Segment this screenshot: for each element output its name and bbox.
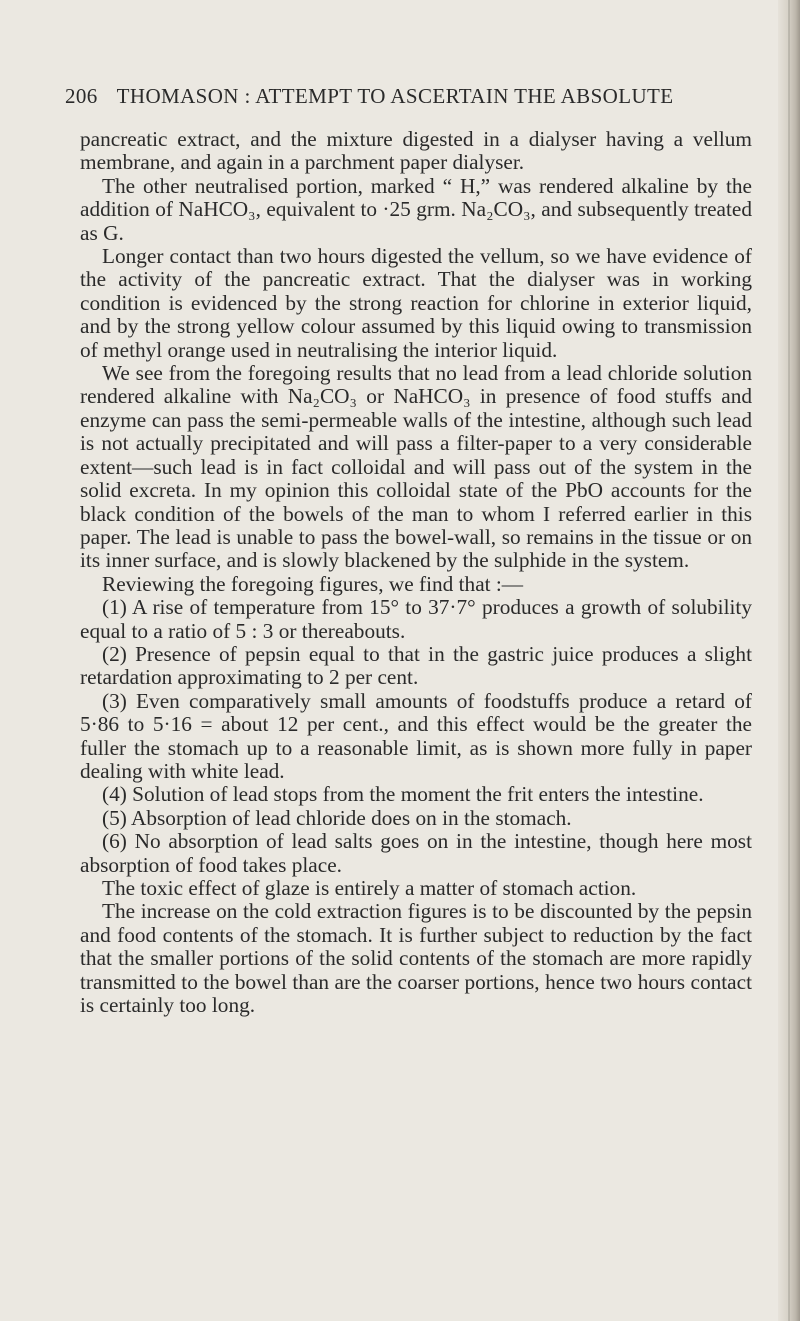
- paragraph: The toxic effect of glaze is entirely a matter of stomach action.: [102, 876, 637, 900]
- body-text: [80, 128, 752, 1017]
- page-number: 206: [65, 84, 98, 108]
- list-item: (4) Solution of lead stops from the moment the frit enters the intestine.: [102, 782, 704, 807]
- paragraph: Longer contact than two hours digested the vellum, so we have evidence of the activity of the pancreatic extract. That the dialyser was in working condition is evidenced by the strong reaction for chlorine in exterior liquid, and by the strong yellow colour assumed by this liquid owing to transmission of methyl orange used in neutralising the interior liquid.: [80, 244, 752, 362]
- running-header: [65, 84, 755, 114]
- list-item: (5) Absorption of lead chloride does on in the stomach.: [102, 805, 572, 830]
- paragraph: We see from the foregoing results that no lead from a lead chloride solution rendered alkaline with Na₂CO₃ or NaHCO₃ in presence of food stuffs and enzyme can pass the semi-permeable walls of the intestine, although such lead is not actually precipitated and will pass a filter-paper to a very considerable extent—such lead is in fact colloidal and will pass out of the system in the solid excreta. In my opinion this colloidal state of the PbO accounts for the black condition of the bowels of the man to whom I referred earlier in this paper. The lead is unable to pass the bowel-wall, so remains in the tissue or on its inner surface, and is slowly blackened by the sulphide in the system.: [80, 361, 752, 573]
- paragraph: Reviewing the foregoing figures, we find that :—: [102, 571, 524, 596]
- list-item: (3) Even comparatively small amounts of foodstuffs produce a retard of 5·86 to 5·16 = about 12 per cent., and this effect would be the greater the fuller the stomach up to a reasonable limit, as is shown more fully in paper dealing with white lead.: [80, 688, 752, 783]
- list-item: (1) A rise of temperature from 15° to 37·7° produces a growth of solubility equal to a ratio of 5 : 3 or thereabouts.: [80, 595, 752, 643]
- page-edge-line: [788, 0, 790, 1321]
- paragraph: pancreatic extract, and the mixture digested in a dialyser having a vellum membrane, and again in a parchment paper dialyser.: [80, 127, 752, 175]
- list-item: (6) No absorption of lead salts goes on in the intestine, though here most absorption of food takes place.: [80, 829, 752, 877]
- list-item: (2) Presence of pepsin equal to that in the gastric juice produces a slight retardation approximating to 2 per cent.: [80, 641, 752, 690]
- running-head-title: THOMASON : ATTEMPT TO ASCERTAIN THE ABSOLUTE: [116, 84, 674, 108]
- paragraph: The other neutralised portion, marked “ H,” was rendered alkaline by the addition of NaHCO₃, equivalent to ·25 grm. Na₂CO₃, and subsequently treated as G.: [80, 173, 752, 245]
- paragraph: The increase on the cold extraction figures is to be discounted by the pepsin and food contents of the stomach. It is further subject to reduction by the fact that the smaller portions of the solid contents of the stomach are more rapidly transmitted to the bowel than are the coarser portions, hence two hours contact is certainly too long.: [80, 899, 752, 1018]
